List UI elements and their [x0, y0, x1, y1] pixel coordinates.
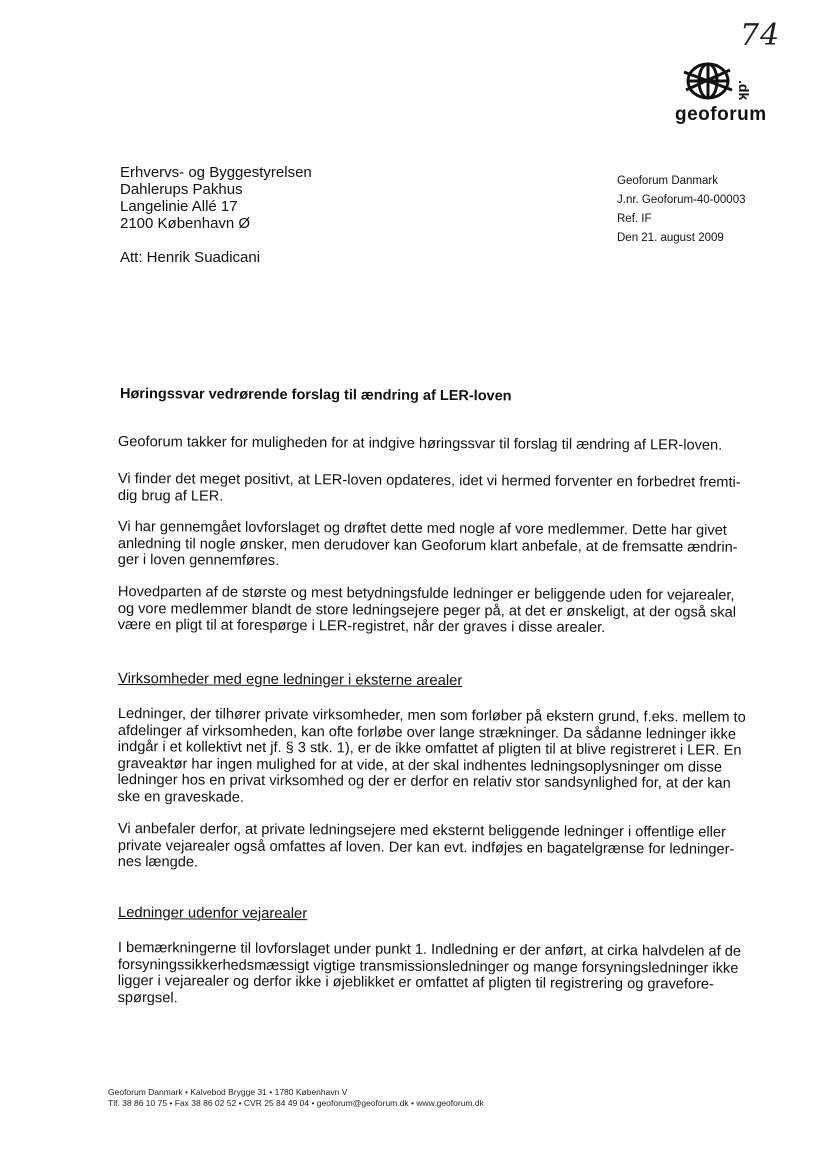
meta-journal-number: J.nr. Geoforum-40-00003: [617, 194, 746, 206]
letter-meta: [617, 172, 746, 248]
paragraph-line: Ledninger, der tilhører private virksomheder, men som forløber på ekstern grund, f.eks. mellem to: [117, 706, 746, 726]
meta-sender: Geoforum Danmark: [617, 175, 718, 187]
paragraph-line: Vi anbefaler derfor, at private ledningsejere med eksternt beliggende ledninger i offentlige eller: [117, 821, 726, 841]
geoforum-logo: [670, 58, 780, 128]
paragraph-line: dig brug af LER.: [117, 487, 224, 505]
meta-date: Den 21. august 2009: [617, 232, 724, 244]
paragraph-line: ger i loven gennemføres.: [117, 552, 280, 570]
paragraph: [118, 519, 758, 573]
paragraph-line: forsyningssikkerhedsmæssigt vigtige transmissionsledninger og mange forsyningsledninger ikke: [117, 956, 739, 977]
paragraph-line: spørgsel.: [117, 989, 178, 1007]
globe-icon: [680, 58, 736, 104]
paragraph: [118, 584, 758, 638]
logo-domain-suffix: .dk: [736, 80, 752, 101]
paragraph-line: ske en graveskade.: [117, 788, 245, 806]
meta-reference: Ref. IF: [617, 213, 652, 225]
recipient-address: [120, 164, 312, 232]
paragraph-line: og vore medlemmer blandt de store ledningsejere peger på, at det er ønskeligt, at der også skal: [117, 600, 737, 621]
paragraph-line: I bemærkningerne til lovforslaget under punkt 1. Indledning er der anført, at cirka halvdelen af de: [117, 940, 742, 960]
handwritten-page-number: 74: [740, 18, 781, 53]
paragraph-line: indgår i et kollektivt net jf. § 3 stk. 1), er de ikke omfattet af pligten til at blive registreret i LER. En: [117, 739, 742, 759]
paragraph-line: Vi har gennemgået lovforslaget og drøftet dette med nogle af vore medlemmer. Dette har givet: [117, 519, 727, 539]
address-line: Langelinie Allé 17: [120, 198, 238, 215]
footer-address: Geoforum Danmark • Kalvebod Brygge 31 • 1780 København V: [108, 1087, 348, 1097]
address-line: Dahlerups Pakhus: [120, 181, 243, 198]
paragraph-line: afdelinger af virksomheden, kan ofte forløbe over lange strækninger. Da sådanne ledninger ikke: [117, 722, 737, 743]
paragraph-line: ledninger hos en privat virksomhed og der er derfor en relativ stor sandsynlighed for, at der kan: [117, 772, 731, 793]
address-line: 2100 København Ø: [120, 215, 251, 232]
section-heading: Virksomheder med egne ledninger i eksterne arealer: [117, 671, 463, 690]
paragraph-line: Geoforum takker for muligheden for at indgive høringssvar til forslag til ændring af LER-loven.: [117, 434, 723, 454]
letter-footer: [108, 1087, 484, 1109]
paragraph-line: private vejarealer også omfattes af loven. Der kan evt. indføjes en bagatelgrænse for ledninger-: [117, 837, 735, 858]
paragraph-line: nes længde.: [117, 854, 199, 871]
paragraph: [118, 821, 758, 875]
paragraph-line: være en pligt til at forespørge i LER-registret, når der graves i disse arealer.: [117, 617, 606, 637]
paragraph-line: anledning til nogle ønsker, men derudover kan Geoforum klart anbefale, at de fremsatte ændrin-: [117, 535, 738, 556]
paragraph: [118, 434, 758, 455]
logo-wordmark: geoforum: [675, 104, 767, 125]
letter-subject: Høringssvar vedrørende forslag til ændring af LER-loven: [119, 386, 512, 405]
paragraph: [117, 706, 758, 809]
paragraph-line: Hovedparten af de største og mest betydningsfulde ledninger er beliggende uden for vejarealer,: [117, 584, 735, 604]
paragraph: [118, 940, 758, 1010]
section-heading: Ledninger udenfor vejarealer: [117, 905, 308, 923]
paragraph-line: graveaktør har ingen mulighed for at vide, at der skal indhentes ledningsoplysninger om disse: [117, 755, 723, 776]
footer-contact: Tlf. 38 86 10 75 • Fax 38 86 02 52 • CVR 25 84 49 04 • geoforum@geoforum.dk • www.geoforum.dk: [108, 1098, 484, 1108]
paragraph-line: Vi finder det meget positivt, at LER-loven opdateres, idet vi hermed forventer en forbedret fremti-: [117, 471, 741, 491]
paragraph-line: ligger i vejarealer og derfor ikke i øjeblikket er omfattet af pligten til registrering og gravefore-: [117, 973, 714, 993]
address-line: Erhvervs- og Byggestyrelsen: [120, 164, 312, 181]
attention-line: Att: Henrik Suadicani: [120, 249, 261, 266]
paragraph: [118, 471, 758, 508]
